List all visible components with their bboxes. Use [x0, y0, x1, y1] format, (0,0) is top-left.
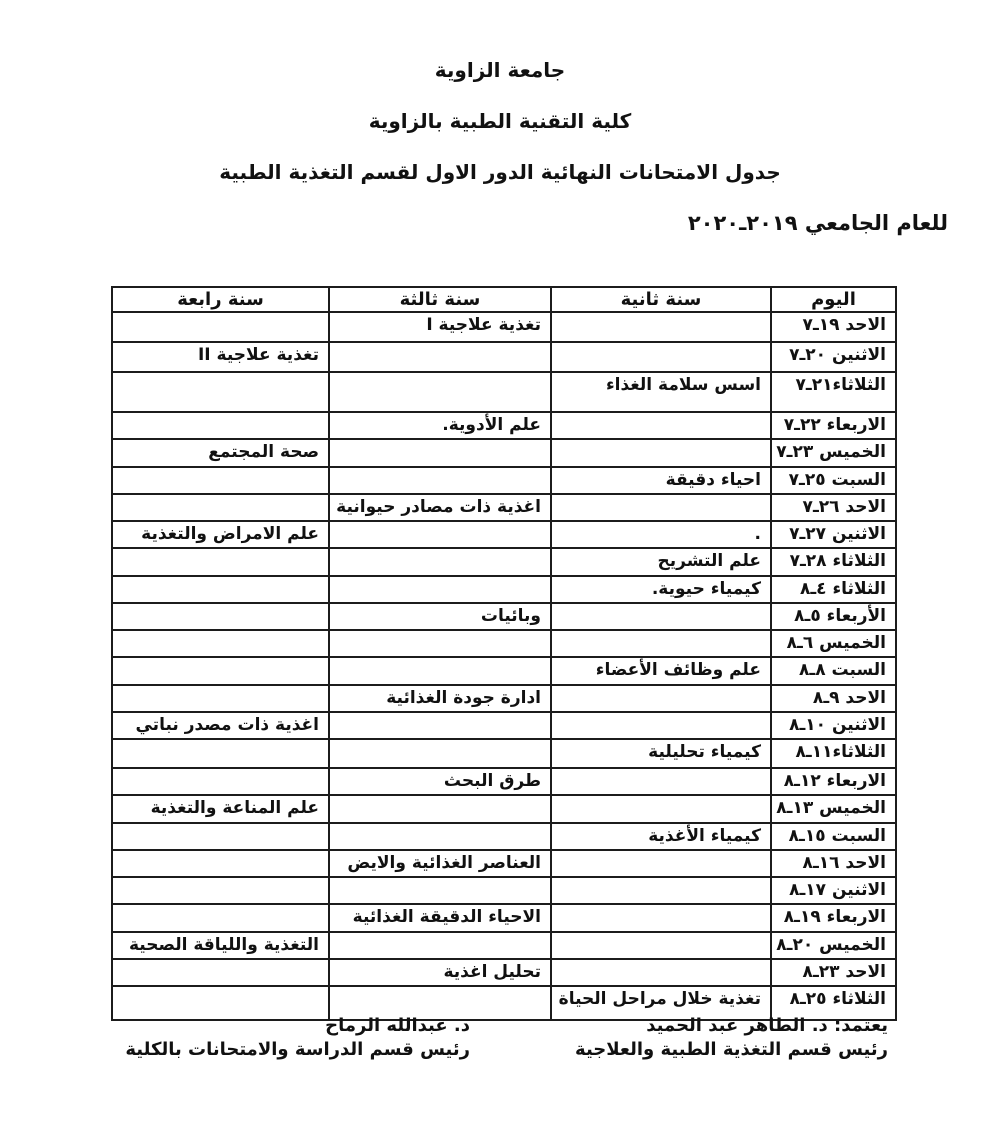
day-cell: الاحد ١٩ـ٧	[771, 312, 896, 342]
year3-subject-cell: الاحياء الدقيقة الغذائية	[329, 904, 551, 931]
exam-schedule-table	[111, 286, 897, 1021]
year4-subject-cell	[112, 768, 329, 795]
day-cell: السبت ٨ـ٨	[771, 657, 896, 684]
year4-subject-cell	[112, 685, 329, 712]
year4-subject-cell	[112, 603, 329, 630]
year4-subject-cell: علم المناعة والتغذية	[112, 795, 329, 822]
year4-subject-cell	[112, 467, 329, 494]
table-row	[112, 877, 896, 904]
year3-subject-cell	[329, 576, 551, 603]
table-row	[112, 685, 896, 712]
day-cell: الاربعاء ١٢ـ٨	[771, 768, 896, 795]
table-row	[112, 548, 896, 575]
year3-subject-cell: تحليل اغذية	[329, 959, 551, 986]
year2-subject-cell: علم التشريح	[551, 548, 771, 575]
day-cell: الاثنين ٢٠ـ٧	[771, 342, 896, 372]
table-header	[112, 287, 896, 312]
year4-subject-cell	[112, 959, 329, 986]
year3-subject-cell	[329, 630, 551, 657]
year3-subject-cell: ادارة جودة الغذائية	[329, 685, 551, 712]
column-header-year4: سنة رابعة	[112, 287, 329, 312]
day-cell: الثلاثاء ٢٨ـ٧	[771, 548, 896, 575]
table-row	[112, 342, 896, 372]
year2-subject-cell: تغذية خلال مراحل الحياة	[551, 986, 771, 1020]
year3-subject-cell	[329, 467, 551, 494]
day-cell: السبت ٢٥ـ٧	[771, 467, 896, 494]
year4-subject-cell	[112, 412, 329, 439]
day-cell: الثلاثاء١١ـ٨	[771, 739, 896, 768]
year2-subject-cell	[551, 312, 771, 342]
day-cell: الاحد ٢٦ـ٧	[771, 494, 896, 521]
table-row	[112, 657, 896, 684]
day-cell: السبت ١٥ـ٨	[771, 823, 896, 850]
approval-signature-right	[575, 1014, 888, 1063]
day-cell: الاثنين ١٠ـ٨	[771, 712, 896, 739]
year4-subject-cell	[112, 312, 329, 342]
year2-subject-cell	[551, 850, 771, 877]
year4-subject-cell: علم الامراض والتغذية	[112, 521, 329, 548]
academic-year: للعام الجامعي ٢٠١٩ـ٢٠٢٠	[687, 211, 948, 235]
year3-subject-cell	[329, 823, 551, 850]
table-row	[112, 795, 896, 822]
year4-subject-cell	[112, 823, 329, 850]
year4-subject-cell	[112, 850, 329, 877]
year3-subject-cell	[329, 739, 551, 768]
year2-subject-cell	[551, 712, 771, 739]
year2-subject-cell	[551, 412, 771, 439]
approver-title: رئيس قسم التغذية الطبية والعلاجية	[575, 1039, 888, 1061]
table-row	[112, 823, 896, 850]
year3-subject-cell	[329, 795, 551, 822]
year2-subject-cell	[551, 342, 771, 372]
header-row	[112, 287, 896, 312]
year4-subject-cell	[112, 494, 329, 521]
year3-subject-cell: اغذية ذات مصادر حيوانية	[329, 494, 551, 521]
year4-subject-cell: تغذية علاجية II	[112, 342, 329, 372]
year3-subject-cell: علم الأدوية.	[329, 412, 551, 439]
day-cell: الأربعاء ٥ـ٨	[771, 603, 896, 630]
table-row	[112, 603, 896, 630]
year2-subject-cell: كيمياء حيوية.	[551, 576, 771, 603]
table-row	[112, 932, 896, 959]
signer-title: رئيس قسم الدراسة والامتحانات بالكلية	[125, 1039, 470, 1061]
table-row	[112, 959, 896, 986]
approver-name: يعتمد: د. الطاهر عبد الحميد	[646, 1015, 888, 1036]
document-header	[0, 0, 1000, 236]
table-row	[112, 439, 896, 466]
year4-subject-cell	[112, 372, 329, 412]
table-row	[112, 467, 896, 494]
year4-subject-cell	[112, 630, 329, 657]
college-name: كلية التقنية الطبية بالزاوية	[368, 109, 632, 133]
year2-subject-cell: كيمياء الأغذية	[551, 823, 771, 850]
year3-subject-cell: طرق البحث	[329, 768, 551, 795]
table-row	[112, 904, 896, 931]
year2-subject-cell	[551, 932, 771, 959]
year2-subject-cell	[551, 685, 771, 712]
table-row	[112, 630, 896, 657]
signer-name: د. عبدالله الرماح	[325, 1015, 470, 1036]
day-cell: الثلاثاء ٤ـ٨	[771, 576, 896, 603]
year2-subject-cell: كيمياء تحليلية	[551, 739, 771, 768]
day-cell: الخميس ٢٠ـ٨	[771, 932, 896, 959]
column-header-year2: سنة ثانية	[551, 287, 771, 312]
table-row	[112, 521, 896, 548]
year2-subject-cell	[551, 795, 771, 822]
column-header-year3: سنة ثالثة	[329, 287, 551, 312]
year2-subject-cell	[551, 603, 771, 630]
year2-subject-cell	[551, 959, 771, 986]
table-row	[112, 850, 896, 877]
year4-subject-cell: صحة المجتمع	[112, 439, 329, 466]
day-cell: الخميس ١٣ـ٨	[771, 795, 896, 822]
column-header-day: اليوم	[771, 287, 896, 312]
year4-subject-cell	[112, 548, 329, 575]
year3-subject-cell	[329, 932, 551, 959]
year4-subject-cell: اغذية ذات مصدر نباتي	[112, 712, 329, 739]
year2-subject-cell	[551, 768, 771, 795]
schedule-table-body	[112, 312, 896, 1020]
table-row	[112, 494, 896, 521]
day-cell: الاثنين ١٧ـ٨	[771, 877, 896, 904]
year3-subject-cell	[329, 657, 551, 684]
year3-subject-cell	[329, 548, 551, 575]
day-cell: الخميس ٦ـ٨	[771, 630, 896, 657]
year2-subject-cell: علم وظائف الأعضاء	[551, 657, 771, 684]
day-cell: الاحد ٩ـ٨	[771, 685, 896, 712]
year2-subject-cell	[551, 494, 771, 521]
university-name: جامعة الزاوية	[434, 58, 566, 82]
year3-subject-cell: العناصر الغذائية والايض	[329, 850, 551, 877]
year2-subject-cell: اسس سلامة الغذاء	[551, 372, 771, 412]
year3-subject-cell	[329, 342, 551, 372]
day-cell: الاربعاء ١٩ـ٨	[771, 904, 896, 931]
year2-subject-cell	[551, 439, 771, 466]
year3-subject-cell: وبائيات	[329, 603, 551, 630]
year3-subject-cell	[329, 521, 551, 548]
year2-subject-cell: .	[551, 521, 771, 548]
year2-subject-cell: احياء دقيقة	[551, 467, 771, 494]
year4-subject-cell	[112, 904, 329, 931]
table-row	[112, 712, 896, 739]
table-row	[112, 576, 896, 603]
year3-subject-cell	[329, 877, 551, 904]
day-cell: الاحد ١٦ـ٨	[771, 850, 896, 877]
year4-subject-cell	[112, 877, 329, 904]
year2-subject-cell	[551, 877, 771, 904]
schedule-title: جدول الامتحانات النهائية الدور الاول لقسم التغذية الطبية	[219, 160, 781, 184]
table-row	[112, 768, 896, 795]
day-cell: الاثنين ٢٧ـ٧	[771, 521, 896, 548]
day-cell: الثلاثاء ٢٥ـ٨	[771, 986, 896, 1020]
table-row	[112, 372, 896, 412]
table-row	[112, 739, 896, 768]
year4-subject-cell	[112, 657, 329, 684]
day-cell: الاربعاء ٢٢ـ٧	[771, 412, 896, 439]
year3-subject-cell: تغذية علاجية I	[329, 312, 551, 342]
approval-signature-left	[125, 1014, 470, 1063]
table-row	[112, 412, 896, 439]
year3-subject-cell	[329, 439, 551, 466]
year3-subject-cell	[329, 712, 551, 739]
year3-subject-cell	[329, 372, 551, 412]
day-cell: الاحد ٢٣ـ٨	[771, 959, 896, 986]
year4-subject-cell: التغذية واللياقة الصحية	[112, 932, 329, 959]
year4-subject-cell	[112, 576, 329, 603]
year4-subject-cell	[112, 739, 329, 768]
table-row	[112, 312, 896, 342]
year2-subject-cell	[551, 904, 771, 931]
day-cell: الثلاثاء٢١ـ٧	[771, 372, 896, 412]
day-cell: الخميس ٢٣ـ٧	[771, 439, 896, 466]
year2-subject-cell	[551, 630, 771, 657]
